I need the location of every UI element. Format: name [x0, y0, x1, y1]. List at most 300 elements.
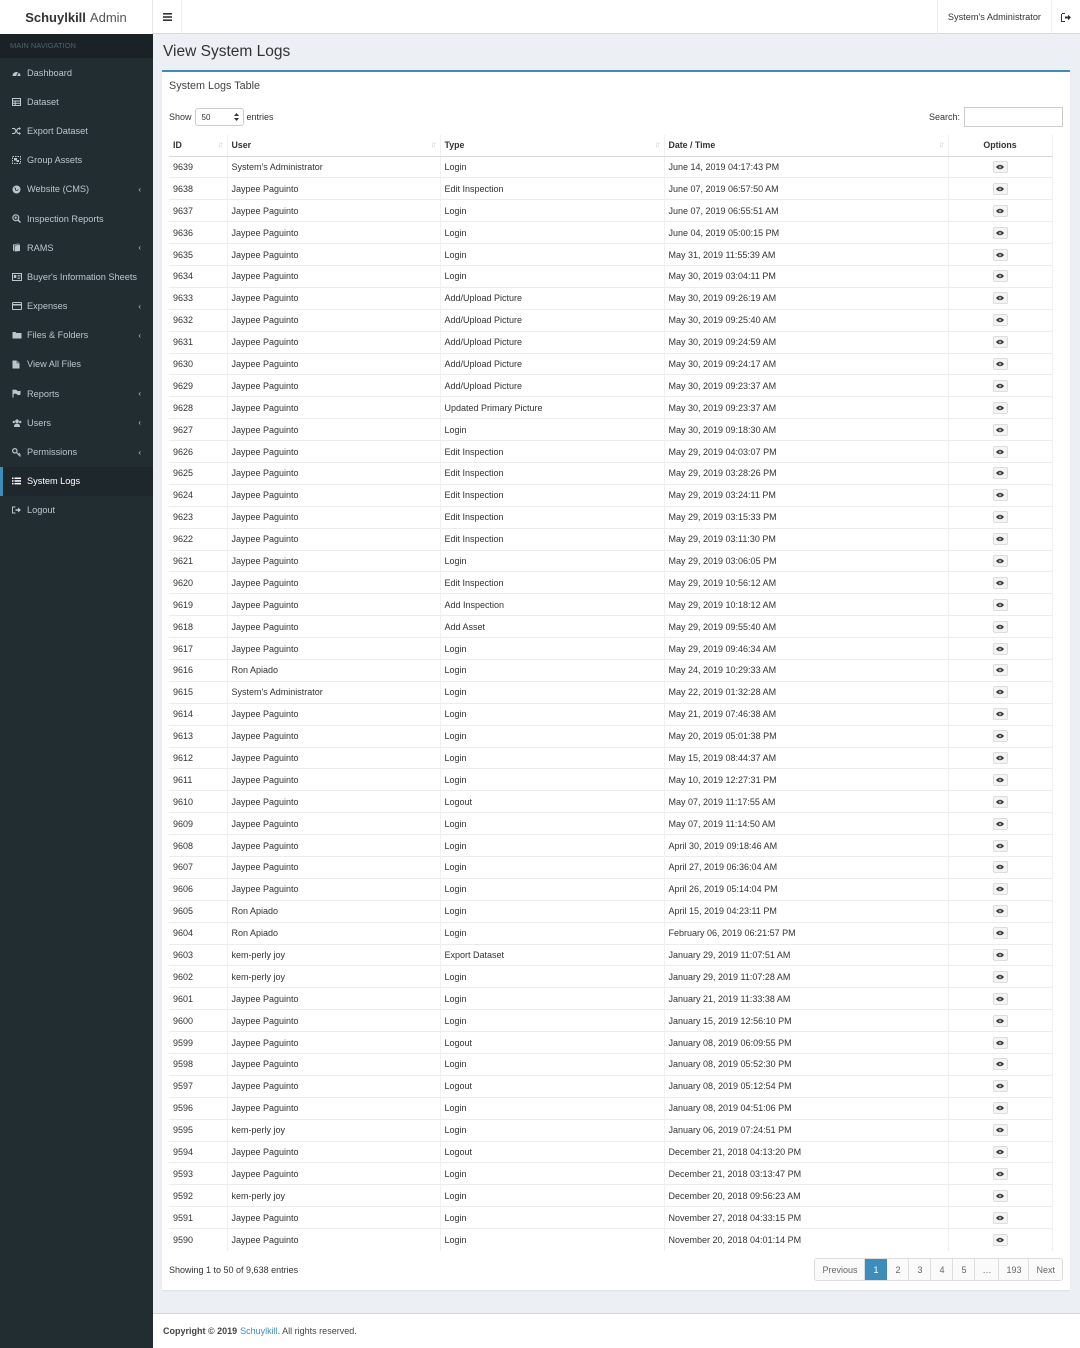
table-row — [169, 331, 1052, 353]
column-header-datetime[interactable]: Date / Time ↓↑ — [664, 135, 948, 156]
cell-id: 9639 — [169, 156, 227, 178]
view-log-button[interactable] — [993, 577, 1008, 589]
cell-type: Add/Upload Picture — [440, 331, 664, 353]
folder-icon — [12, 331, 27, 339]
cell-type: Logout — [440, 1141, 664, 1163]
page-title: View System Logs — [163, 43, 291, 60]
view-log-button[interactable] — [993, 1146, 1008, 1158]
eye-icon — [996, 339, 1004, 345]
cell-options — [948, 572, 1052, 594]
eye-icon — [996, 974, 1004, 980]
sidebar-item-label: Buyer's Information Sheets — [27, 271, 138, 282]
table-row — [169, 287, 1052, 309]
eye-icon — [996, 558, 1004, 564]
cell-user: kem-perly joy — [227, 1119, 440, 1141]
view-log-button[interactable] — [993, 861, 1008, 873]
select-arrows-icon — [234, 113, 239, 121]
table-row — [169, 1097, 1052, 1119]
eye-icon — [996, 733, 1004, 739]
table-row — [169, 309, 1052, 331]
chevron-left-icon: ‹ — [138, 330, 141, 340]
view-log-button[interactable] — [993, 599, 1008, 611]
view-log-button[interactable] — [993, 708, 1008, 720]
view-log-button[interactable] — [993, 1080, 1008, 1092]
view-log-button[interactable] — [993, 424, 1008, 436]
cell-options — [948, 769, 1052, 791]
eye-icon — [996, 536, 1004, 542]
cell-options — [948, 703, 1052, 725]
cell-options — [948, 878, 1052, 900]
pagination-page-1[interactable]: 1 — [865, 1259, 887, 1280]
view-log-button[interactable] — [993, 314, 1008, 326]
table-row — [169, 1185, 1052, 1207]
cell-type: Login — [440, 1054, 664, 1076]
table-row — [169, 506, 1052, 528]
table-row — [169, 265, 1052, 287]
cell-options — [948, 375, 1052, 397]
cell-id: 9631 — [169, 331, 227, 353]
cell-id: 9613 — [169, 725, 227, 747]
cell-user: Jaypee Paguinto — [227, 287, 440, 309]
cell-type: Add Asset — [440, 616, 664, 638]
cell-options — [948, 484, 1052, 506]
table-row — [169, 375, 1052, 397]
view-log-button[interactable] — [993, 467, 1008, 479]
cell-user: Jaypee Paguinto — [227, 178, 440, 200]
entries-value: 50 — [201, 112, 211, 122]
cell-datetime: May 22, 2019 01:32:28 AM — [664, 681, 948, 703]
table-row — [169, 681, 1052, 703]
table-row — [169, 550, 1052, 572]
sidebar-menu — [0, 58, 153, 525]
table-row — [169, 462, 1052, 484]
pagination-previous[interactable]: Previous — [815, 1259, 865, 1280]
entries-select[interactable] — [195, 108, 244, 126]
cell-datetime: February 06, 2019 06:21:57 PM — [664, 922, 948, 944]
cell-id: 9601 — [169, 988, 227, 1010]
cell-options — [948, 178, 1052, 200]
copyright-text: Copyright © 2019 — [163, 1326, 238, 1336]
cell-type: Edit Inspection — [440, 178, 664, 200]
cell-user: Jaypee Paguinto — [227, 265, 440, 287]
cell-options — [948, 441, 1052, 463]
cell-datetime: May 29, 2019 03:06:05 PM — [664, 550, 948, 572]
sidebar-item-website-cms[interactable] — [0, 175, 153, 204]
cell-type: Login — [440, 1097, 664, 1119]
cell-options — [948, 1010, 1052, 1032]
view-log-button[interactable] — [993, 840, 1008, 852]
cell-options — [948, 988, 1052, 1010]
cell-options — [948, 244, 1052, 266]
chevron-left-icon: ‹ — [138, 243, 141, 253]
cell-id: 9604 — [169, 922, 227, 944]
eye-icon — [996, 1083, 1004, 1089]
cell-user: Jaypee Paguinto — [227, 222, 440, 244]
table-header-row — [169, 135, 1052, 156]
sidebar-item-label: Dashboard — [27, 67, 72, 78]
cell-type: Login — [440, 1163, 664, 1185]
cell-datetime: January 29, 2019 11:07:51 AM — [664, 944, 948, 966]
cell-options — [948, 747, 1052, 769]
eye-icon — [996, 1171, 1004, 1177]
pagination-page-193[interactable]: 193 — [999, 1259, 1029, 1280]
sidebar-item-buyer-s-information-sheets[interactable] — [0, 262, 153, 291]
cell-datetime: May 31, 2019 11:55:39 AM — [664, 244, 948, 266]
cell-type: Login — [440, 244, 664, 266]
cell-options — [948, 594, 1052, 616]
view-log-button[interactable] — [993, 1037, 1008, 1049]
view-log-button[interactable] — [993, 402, 1008, 414]
cell-datetime: April 26, 2019 05:14:04 PM — [664, 878, 948, 900]
view-log-button[interactable] — [993, 358, 1008, 370]
eye-icon — [996, 711, 1004, 717]
cell-type: Login — [440, 550, 664, 572]
cell-datetime: May 07, 2019 11:14:50 AM — [664, 813, 948, 835]
eye-icon — [996, 1127, 1004, 1133]
sidebar-item-permissions[interactable] — [0, 437, 153, 466]
cell-user: Jaypee Paguinto — [227, 703, 440, 725]
cell-type: Export Dataset — [440, 944, 664, 966]
sidebar-item-users[interactable] — [0, 408, 153, 437]
cell-datetime: May 30, 2019 09:23:37 AM — [664, 375, 948, 397]
view-log-button[interactable] — [993, 227, 1008, 239]
user-menu[interactable]: System's Administrator — [937, 0, 1051, 34]
cell-type: Login — [440, 878, 664, 900]
sort-icon: ↓↑ — [430, 140, 435, 149]
view-log-button[interactable] — [993, 161, 1008, 173]
sidebar-toggle-button[interactable] — [153, 0, 182, 34]
table-icon — [12, 98, 27, 106]
cell-user: Jaypee Paguinto — [227, 550, 440, 572]
cell-datetime: May 20, 2019 05:01:38 PM — [664, 725, 948, 747]
view-log-button[interactable] — [993, 336, 1008, 348]
table-row — [169, 244, 1052, 266]
cell-user: Jaypee Paguinto — [227, 353, 440, 375]
cell-options — [948, 1119, 1052, 1141]
eye-icon — [996, 492, 1004, 498]
cell-user: Jaypee Paguinto — [227, 1097, 440, 1119]
cell-id: 9614 — [169, 703, 227, 725]
cell-datetime: November 27, 2018 04:33:15 PM — [664, 1207, 948, 1229]
file-icon — [12, 360, 27, 369]
cell-type: Login — [440, 638, 664, 660]
eye-icon — [996, 799, 1004, 805]
view-log-button[interactable] — [993, 511, 1008, 523]
cell-options — [948, 791, 1052, 813]
cell-options — [948, 1097, 1052, 1119]
view-log-button[interactable] — [993, 621, 1008, 633]
cell-datetime: January 08, 2019 06:09:55 PM — [664, 1032, 948, 1054]
cell-options — [948, 1185, 1052, 1207]
column-header-user[interactable]: User ↓↑ — [227, 135, 440, 156]
sidebar-item-system-logs[interactable] — [0, 467, 153, 496]
cell-type: Login — [440, 703, 664, 725]
cell-datetime: May 24, 2019 10:29:33 AM — [664, 659, 948, 681]
sidebar-item-files-folders[interactable] — [0, 321, 153, 350]
cell-id: 9595 — [169, 1119, 227, 1141]
top-navbar — [153, 0, 1080, 34]
cell-datetime: May 29, 2019 03:28:26 PM — [664, 462, 948, 484]
table-row — [169, 703, 1052, 725]
pagination-page-3[interactable]: 3 — [909, 1259, 931, 1280]
view-log-button[interactable] — [993, 927, 1008, 939]
cell-type: Login — [440, 725, 664, 747]
column-header-id[interactable]: ID ↓↑ — [169, 135, 227, 156]
cell-datetime: May 29, 2019 03:15:33 PM — [664, 506, 948, 528]
signout-button[interactable] — [1051, 0, 1080, 34]
view-log-button[interactable] — [993, 270, 1008, 282]
search-label: Search: — [928, 112, 960, 122]
eye-icon — [996, 1040, 1004, 1046]
sidebar-item-label: Export Dataset — [27, 125, 88, 136]
view-log-button[interactable] — [993, 971, 1008, 983]
search-input[interactable] — [964, 107, 1063, 127]
view-log-button[interactable] — [993, 752, 1008, 764]
eye-icon — [996, 1105, 1004, 1111]
cell-options — [948, 287, 1052, 309]
cell-options — [948, 681, 1052, 703]
table-row — [169, 922, 1052, 944]
cell-type: Add Inspection — [440, 594, 664, 616]
view-log-button[interactable] — [993, 1190, 1008, 1202]
pagination-next[interactable]: Next — [1029, 1259, 1062, 1280]
cell-type: Edit Inspection — [440, 572, 664, 594]
cell-user: Jaypee Paguinto — [227, 419, 440, 441]
sidebar-item-group-assets[interactable] — [0, 146, 153, 175]
table-row — [169, 178, 1052, 200]
cell-id: 9610 — [169, 791, 227, 813]
cell-id: 9606 — [169, 878, 227, 900]
random-icon — [12, 127, 27, 135]
view-log-button[interactable] — [993, 1212, 1008, 1224]
view-log-button[interactable] — [993, 1124, 1008, 1136]
table-row — [169, 725, 1052, 747]
sidebar-item-rams[interactable] — [0, 233, 153, 262]
table-row — [169, 397, 1052, 419]
view-log-button[interactable] — [993, 292, 1008, 304]
table-row — [169, 659, 1052, 681]
cell-id: 9634 — [169, 265, 227, 287]
cell-datetime: April 30, 2019 09:18:46 AM — [664, 835, 948, 857]
credit-card-icon — [12, 302, 27, 310]
table-row — [169, 594, 1052, 616]
cell-user: Jaypee Paguinto — [227, 375, 440, 397]
cell-type: Login — [440, 966, 664, 988]
cell-type: Add/Upload Picture — [440, 309, 664, 331]
sidebar-item-dataset[interactable] — [0, 87, 153, 116]
cell-datetime: May 10, 2019 12:27:31 PM — [664, 769, 948, 791]
page-footer — [153, 1313, 1080, 1348]
cell-id: 9628 — [169, 397, 227, 419]
eye-icon — [996, 646, 1004, 652]
table-row — [169, 1119, 1052, 1141]
cell-options — [948, 1207, 1052, 1229]
eye-icon — [996, 295, 1004, 301]
view-log-button[interactable] — [993, 905, 1008, 917]
table-row — [169, 835, 1052, 857]
cell-datetime: January 06, 2019 07:24:51 PM — [664, 1119, 948, 1141]
sidebar-item-label: Reports — [27, 388, 60, 399]
view-log-button[interactable] — [993, 796, 1008, 808]
table-row — [169, 1010, 1052, 1032]
eye-icon — [996, 449, 1004, 455]
cell-type: Logout — [440, 791, 664, 813]
cell-id: 9593 — [169, 1163, 227, 1185]
chevron-left-icon: ‹ — [138, 301, 141, 311]
view-log-button[interactable] — [993, 993, 1008, 1005]
cell-options — [948, 1054, 1052, 1076]
cell-datetime: December 20, 2018 09:56:23 AM — [664, 1185, 948, 1207]
view-log-button[interactable] — [993, 1102, 1008, 1114]
eye-icon — [996, 1061, 1004, 1067]
table-row — [169, 1163, 1052, 1185]
cell-id: 9625 — [169, 462, 227, 484]
flag-icon — [12, 389, 27, 398]
cell-user: Jaypee Paguinto — [227, 725, 440, 747]
bars-icon — [163, 13, 172, 21]
pagination-ellipsis: … — [975, 1259, 999, 1280]
cell-id: 9630 — [169, 353, 227, 375]
brand-logo[interactable] — [0, 0, 153, 34]
table-row — [169, 813, 1052, 835]
cell-datetime: May 30, 2019 03:04:11 PM — [664, 265, 948, 287]
cell-options — [948, 966, 1052, 988]
cell-datetime: May 21, 2019 07:46:38 AM — [664, 703, 948, 725]
cell-options — [948, 156, 1052, 178]
footer-brand-link[interactable]: Schuylkill — [240, 1326, 278, 1336]
pagination-page-5[interactable]: 5 — [953, 1259, 975, 1280]
view-log-button[interactable] — [993, 380, 1008, 392]
view-log-button[interactable] — [993, 818, 1008, 830]
table-row — [169, 988, 1052, 1010]
pagination-page-2[interactable]: 2 — [887, 1259, 909, 1280]
cell-options — [948, 725, 1052, 747]
cell-user: Jaypee Paguinto — [227, 309, 440, 331]
cell-datetime: May 29, 2019 09:55:40 AM — [664, 616, 948, 638]
pagination-page-4[interactable]: 4 — [931, 1259, 953, 1280]
cell-type: Login — [440, 265, 664, 287]
cell-type: Login — [440, 922, 664, 944]
view-log-button[interactable] — [993, 1058, 1008, 1070]
view-log-button[interactable] — [993, 949, 1008, 961]
view-log-button[interactable] — [993, 446, 1008, 458]
view-log-button[interactable] — [993, 643, 1008, 655]
cell-datetime: June 04, 2019 05:00:15 PM — [664, 222, 948, 244]
cell-user: kem-perly joy — [227, 966, 440, 988]
nav-header: MAIN NAVIGATION — [0, 34, 153, 58]
view-log-button[interactable] — [993, 730, 1008, 742]
table-row — [169, 966, 1052, 988]
view-log-button[interactable] — [993, 664, 1008, 676]
cell-id: 9607 — [169, 857, 227, 879]
cell-id: 9600 — [169, 1010, 227, 1032]
cell-type: Add/Upload Picture — [440, 287, 664, 309]
sidebar-item-label: RAMS — [27, 242, 54, 253]
book-icon — [12, 243, 27, 252]
sidebar-item-logout[interactable] — [0, 496, 153, 525]
sign-out-icon — [1061, 13, 1071, 22]
cell-id: 9627 — [169, 419, 227, 441]
sidebar-item-view-all-files[interactable] — [0, 350, 153, 379]
cell-user: Jaypee Paguinto — [227, 878, 440, 900]
footer-rest: . All rights reserved. — [277, 1326, 357, 1336]
eye-icon — [996, 383, 1004, 389]
view-log-button[interactable] — [993, 883, 1008, 895]
cell-options — [948, 857, 1052, 879]
view-log-button[interactable] — [993, 1015, 1008, 1027]
cell-options — [948, 616, 1052, 638]
view-log-button[interactable] — [993, 1168, 1008, 1180]
cell-user: kem-perly joy — [227, 1185, 440, 1207]
view-log-button[interactable] — [993, 555, 1008, 567]
view-log-button[interactable] — [993, 686, 1008, 698]
cell-options — [948, 462, 1052, 484]
table-row — [169, 944, 1052, 966]
view-log-button[interactable] — [993, 489, 1008, 501]
eye-icon — [996, 908, 1004, 914]
cell-id: 9632 — [169, 309, 227, 331]
cell-user: Jaypee Paguinto — [227, 484, 440, 506]
cell-datetime: November 20, 2018 04:01:14 PM — [664, 1229, 948, 1251]
table-row — [169, 769, 1052, 791]
sidebar-item-inspection-reports[interactable] — [0, 204, 153, 233]
view-log-button[interactable] — [993, 533, 1008, 545]
cell-user: Jaypee Paguinto — [227, 769, 440, 791]
cell-id: 9603 — [169, 944, 227, 966]
view-log-button[interactable] — [993, 183, 1008, 195]
sidebar-item-dashboard[interactable] — [0, 58, 153, 87]
sidebar-item-export-dataset[interactable] — [0, 116, 153, 145]
cell-type: Login — [440, 769, 664, 791]
cell-user: Jaypee Paguinto — [227, 462, 440, 484]
cell-id: 9605 — [169, 900, 227, 922]
key-icon — [12, 448, 27, 457]
cell-id: 9626 — [169, 441, 227, 463]
brand-suffix: Admin — [89, 9, 127, 25]
cell-id: 9622 — [169, 528, 227, 550]
search-area — [929, 107, 1063, 127]
cell-type: Login — [440, 200, 664, 222]
show-label: Show — [169, 112, 192, 122]
sidebar-item-expenses[interactable] — [0, 292, 153, 321]
cell-datetime: January 08, 2019 05:12:54 PM — [664, 1075, 948, 1097]
cell-user: Jaypee Paguinto — [227, 1141, 440, 1163]
view-log-button[interactable] — [993, 774, 1008, 786]
cell-id: 9599 — [169, 1032, 227, 1054]
sidebar-item-reports[interactable] — [0, 379, 153, 408]
eye-icon — [996, 514, 1004, 520]
sidebar-item-label: Expenses — [27, 301, 68, 312]
sidebar-item-label: View All Files — [27, 359, 81, 370]
view-log-button[interactable] — [993, 249, 1008, 261]
cell-id: 9636 — [169, 222, 227, 244]
cell-options — [948, 1032, 1052, 1054]
view-log-button[interactable] — [993, 205, 1008, 217]
cell-type: Add/Upload Picture — [440, 353, 664, 375]
cell-datetime: January 21, 2019 11:33:38 AM — [664, 988, 948, 1010]
table-row — [169, 791, 1052, 813]
cell-datetime: June 14, 2019 04:17:43 PM — [664, 156, 948, 178]
view-log-button[interactable] — [993, 1234, 1008, 1246]
eye-icon — [996, 667, 1004, 673]
sidebar — [0, 0, 153, 1348]
cell-type: Edit Inspection — [440, 462, 664, 484]
cell-id: 9602 — [169, 966, 227, 988]
column-header-type[interactable]: Type ↓↑ — [440, 135, 664, 156]
cell-user: Jaypee Paguinto — [227, 506, 440, 528]
cell-id: 9638 — [169, 178, 227, 200]
column-header-options: Options — [948, 135, 1052, 156]
